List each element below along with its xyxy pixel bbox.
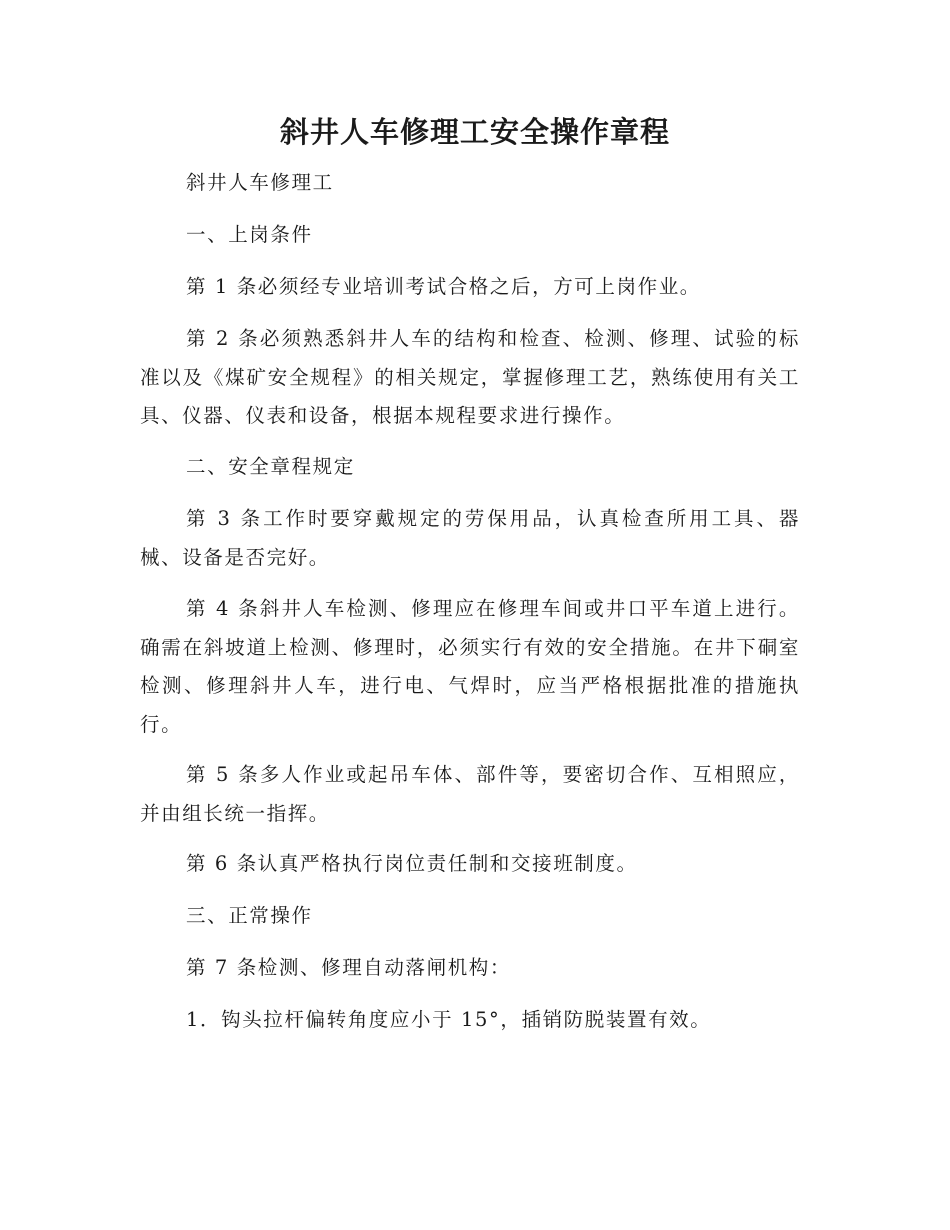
article-7: 第 7 条检测、修理自动落闸机构： <box>186 956 512 979</box>
section-heading-1: 一、上岗条件 <box>186 223 313 246</box>
section-heading-3: 三、正常操作 <box>186 904 313 927</box>
article-2: 第 2 条必须熟悉斜井人车的结构和检查、检测、修理、试验的标准以及《煤矿安全规程》的相关规定，掌握修理工艺，熟练使用有关工具、仪器、仪表和设备，根据本规程要求进行操作。 <box>140 327 800 427</box>
article-7-item-1: 1．钩头拉杆偏转角度应小于 15°，插销防脱装置有效。 <box>186 1008 712 1031</box>
paragraph-subtitle: 斜井人车修理工 <box>186 171 334 194</box>
document-title: 斜井人车修理工安全操作章程 <box>279 115 670 149</box>
section-heading-2: 二、安全章程规定 <box>186 455 355 478</box>
article-3: 第 3 条工作时要穿戴规定的劳保用品，认真检查所用工具、器械、设备是否完好。 <box>140 507 800 569</box>
article-4: 第 4 条斜井人车检测、修理应在修理车间或井口平车道上进行。确需在斜坡道上检测、修理时，必须实行有效的安全措施。在井下硐室检测、修理斜井人车，进行电、气焊时，应当严格根据批准的措施执行。 <box>140 597 800 736</box>
article-1: 第 1 条必须经专业培训考试合格之后，方可上岗作业。 <box>186 275 701 298</box>
article-5: 第 5 条多人作业或起吊车体、部件等，要密切合作、互相照应，并由组长统一指挥。 <box>140 763 800 825</box>
article-6: 第 6 条认真严格执行岗位责任制和交接班制度。 <box>186 852 638 875</box>
